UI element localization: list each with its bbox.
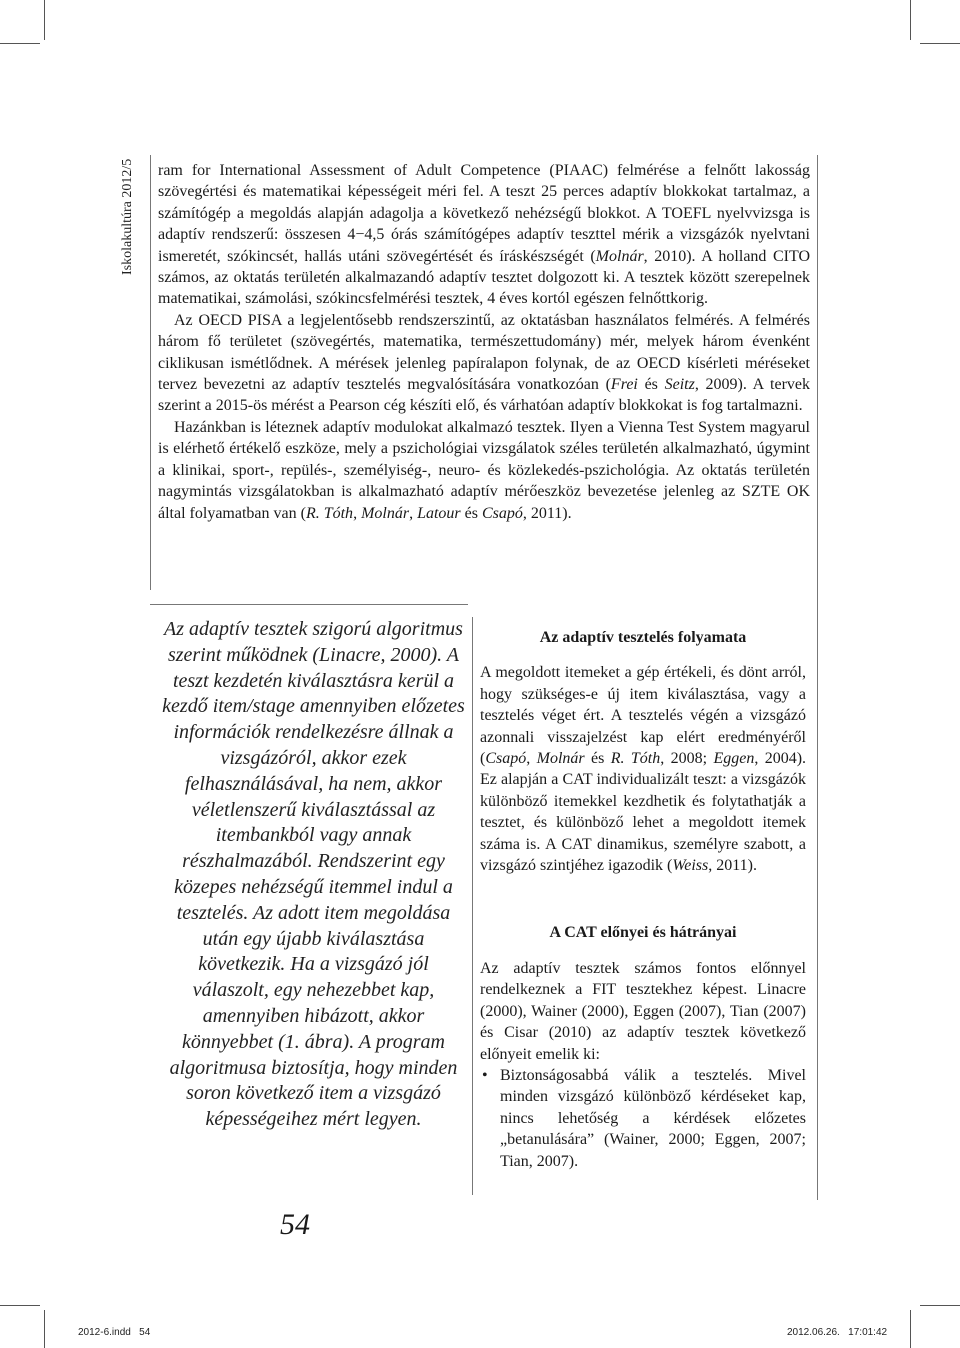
body-paragraph: Az OECD PISA a legjelentősebb rendszerszintű, az oktatásban használatos felmérés. A felmérés három fő területet (szövegértés, matematika, természettudomány) mér, melyek három évenként ciklikusan ismétlődnek. A mérések jelenleg papíralapon folynak, de az OECD kísérleti méréseket tervez bevezetni az adaptív tesztelés megvalósítására vonatkozóan (Frei és Seitz, 2009). A tervek szerint a 2015-ös mérést a Pearson cég készíti elő, és várhatóan adaptív blokkokat is fog tartalmazni. — [158, 311, 811, 415]
slug-left: 2012-6.indd 54 — [78, 1327, 151, 1338]
crop-mark-bottom-right — [920, 1305, 960, 1306]
crop-mark-top-right — [920, 43, 960, 44]
pull-quote: Az adaptív tesztek szigorú algoritmus szerint működnek (Linacre, 2000). A teszt kezdetén kiválasztásra kerül a kezdő item/stage amennyiben előzetes információk rendelkezésre állnak a vizsgázóról, akkor ezek felhasználásával, ha nem, akkor véletlenszerű kiválasztással az itembankból vagy annak részhalmazából. Rendszerint egy közepes nehézségű itemmel indul a tesztelés. Az adott item megoldása után egy újabb kiválasztása következik. Ha a vizsgázó jól válaszolt, egy nehezebbet kap, amennyiben hibázott, akkor könnyebbet (1. ábra). A program algoritmusa biztosítja, hogy minden soron következő item a vizsgázó képességeihez mért legyen. — [162, 618, 465, 1131]
crop-mark-top-right-v — [910, 0, 911, 40]
advantages-list — [480, 1065, 806, 1172]
crop-mark-top-left — [0, 43, 40, 44]
crop-mark-bottom-left — [0, 1305, 40, 1306]
journal-label: Iskolakultúra 2012/5 — [120, 158, 135, 275]
heading-cat-pros-cons: A CAT előnyei és hátrányai — [549, 924, 737, 942]
main-text — [158, 160, 810, 524]
crop-mark-top-left-v — [44, 0, 45, 40]
slug-right: 2012.06.26. 17:01:42 — [787, 1327, 888, 1338]
quote-top-rule — [150, 604, 468, 605]
bullet-icon: • — [482, 1066, 488, 1084]
crop-mark-bottom-left-v — [44, 1310, 45, 1348]
side-column — [480, 627, 806, 1172]
list-item — [480, 1065, 806, 1172]
heading-adaptive-testing-process: Az adaptív tesztelés folyamata — [539, 629, 747, 646]
side-paragraph-process: A megoldott itemeket a gép értékeli, és dönt arról, hogy szükséges-e új item kiválasztása, vagy a tesztelés véget ért. A tesztelés végén a vizsgázó azonnali visszajelzést kap elért eredményéről (Csapó, Molnár és R. Tóth, 2008; Eggen, 2004). Ez alapján a CAT individualizált teszt: a vizsgázók különböző itemekkel kezdhetik és folytathatják a tesztet, és különböző lehet a megoldott itemek száma is. A CAT dinamikus, személyre szabott, a vizsgázó szintjéhez igazodik (Weiss, 2011). — [480, 664, 807, 875]
page-number: 54 — [280, 1208, 310, 1241]
side-paragraph-advantages: Az adaptív tesztek számos fontos előnnyel rendelkeznek a FIT tesztekhez képest. Linacre (2000), Wainer (2000), Eggen (2007), Tian (2007) és Cisar (2010) az adaptív tesztek következő előnyeit emelik ki: — [480, 959, 806, 1063]
right-margin-rule — [817, 155, 818, 1200]
body-paragraph: Hazánkban is léteznek adaptív modulokat alkalmazó tesztek. Ilyen a Vienna Test System magyarul is elérhető értékelő eszköze, mely a pszichológiai vizsgálatok széles területén alkalmazható, úgymint a klinikai, sport-, repülés-, személyiség-, neuro- és közlekedés-pszichológia. Az oktatás területén nagymintás vizsgálatokban is alkalmazható adaptív mérőeszköz bevezetése jelenleg az SZTE OK által folyamatban van (R. Tóth, Molnár, Latour és Csapó, 2011). — [158, 418, 810, 522]
crop-mark-bottom-right-v — [910, 1310, 911, 1348]
left-margin-rule — [150, 155, 151, 590]
list-item-text: Biztonságosabbá válik a tesztelés. Mivel minden vizsgázó különböző kérdéseket kap, nincs lehetőség a kérdések előzetes „betanulására” (Wainer, 2000; Eggen, 2007; Tian, 2007). — [500, 1066, 806, 1170]
column-divider-rule — [472, 617, 473, 1195]
body-paragraph: ram for International Assessment of Adult Competence (PIAAC) felmérése a felnőtt lakosság szövegértési és matematikai képességeit méri fel. A teszt 25 perces adaptív blokkokat tartalmaz, a számítógép a megoldás alapján adagolja a következő nehézségű blokkot. A TOEFL nyelvvizsga is adaptív rendszerű: összesen 4−4,5 órás számítógépes adaptív teszttel mérik a vizsgázók nyelvtani ismeretét, szókincsét, hallás utáni szövegértését és íráskészségét (Molnár, 2010). A holland CITO számos, az oktatás területén alkalmazandó adaptív tesztet dolgozott ki. A tesztek között szerepelnek matematikai, számolási, szókincsfelmérési tesztek, 4 éves kortól egészen felnőttkorig. — [158, 162, 811, 308]
